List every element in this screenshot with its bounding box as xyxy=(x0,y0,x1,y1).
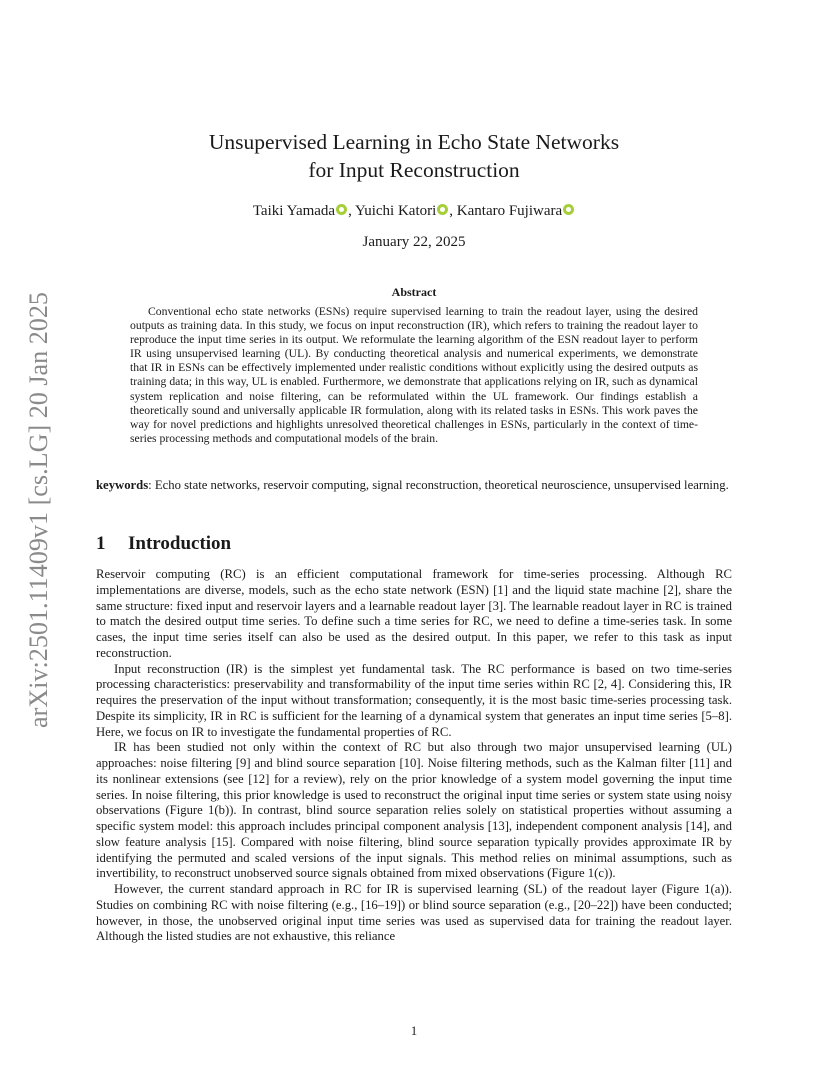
page-number: 1 xyxy=(410,1024,418,1038)
keywords-label: keywords xyxy=(96,478,149,492)
body-paragraph: However, the current standard approach in RC for IR is supervised learning (SL) of the readout layer (Figure 1(a)). Studies on combining RC with noise filtering (e.g., [16–19]) or blind source separation (e.g., [20–22]) have been conducted; however, in those, the unobserved original input time series was used as supervised data for training the readout layer. Although the listed studies are not exhaustive, this reliance xyxy=(96,882,732,944)
body-paragraph: Reservoir computing (RC) is an efficient computational framework for time-series processing. Although RC implementations are diverse, models, such as the echo state network (ESN) [1] and the liquid state machine [2], share the same structure: fixed input and reservoir layers and a learnable readout layer [3]. The learnable readout layer in RC is trained to match the desired output time series. To define such a time series for RC, we need to define a time-series task. In some cases, the input time series itself can also be used as the desired output. In this paper, we refer to this task as input reconstruction. xyxy=(96,567,732,660)
arxiv-identifier-stamp xyxy=(20,290,56,730)
publication-date: January 22, 2025 xyxy=(362,234,466,250)
body-paragraph: Input reconstruction (IR) is the simplest yet fundamental task. The RC performance is based on two time-series processing characteristics: preservability and transformability of the input time series within RC [2, 4]. Considering this, IR requires the preservation of the input without transformation; consequently, it is the most basic time-series processing task. Despite its simplicity, IR in RC is sufficient for the learning of a dynamical system that generates an input time series [5–8]. Here, we focus on IR to investigate the fundamental properties of RC. xyxy=(96,661,732,739)
abstract-text: Conventional echo state networks (ESNs) require supervised learning to train the readout layer, using the desired outputs as training data. In this study, we focus on input reconstruction (IR), which refers to training the readout layer to reproduce the input time series in its output. We reformulate the learning algorithm of the ESN readout layer to perform IR using unsupervised learning (UL). By conducting theoretical analysis and numerical experiments, we demonstrate that IR in ESNs can be effectively implemented under realistic conditions without explicitly using the desired outputs as training data; in this way, UL is enabled. Furthermore, we demonstrate that applications relying on IR, such as dynamical system replication and noise filtering, can be reformulated within the UL framework. Our findings establish a theoretically sound and universally applicable IR formulation, along with its related tasks in ESNs. This work paves the way for novel predictions and highlights unresolved theoretical challenges in ESNs, particularly in the context of time-series processing methods and computational models of the brain. xyxy=(130,305,698,445)
section-number: 1 xyxy=(96,533,106,554)
section-heading xyxy=(96,532,231,556)
orcid-icon[interactable] xyxy=(437,204,448,215)
author-name: Taiki Yamada xyxy=(252,203,336,219)
title-line-1: Unsupervised Learning in Echo State Networks xyxy=(208,130,620,154)
author-separator: , xyxy=(449,203,457,219)
orcid-icon[interactable] xyxy=(563,204,574,215)
title-line-2: for Input Reconstruction xyxy=(308,158,520,182)
orcid-icon[interactable] xyxy=(336,204,347,215)
section-body xyxy=(96,567,732,945)
author-name: Kantaro Fujiwara xyxy=(456,203,563,219)
abstract-heading: Abstract xyxy=(391,285,437,299)
author-separator: , xyxy=(348,203,356,219)
body-paragraph: IR has been studied not only within the context of RC but also through two major unsupervised learning (UL) approaches: noise filtering [9] and blind source separation [10]. Noise filtering methods, such as the Kalman filter [11] and its nonlinear extensions (see [12] for a review), rely on the prior knowledge of a system model governing the input time series. In noise filtering, this prior knowledge is used to reconstruct the original input time series or system state using noisy observations (Figure 1(b)). In contrast, blind source separation relies solely on statistical properties without assuming a specific system model: this approach includes principal component analysis [13], independent component analysis [14], and slow feature analysis [15]. Compared with noise filtering, blind source separation typically provides approximate IR by identifying the permuted and scaled versions of the input signals. This method relies on minimal assumptions, such as invertibility, to reconstruct unobserved source signals obtained from mixed observations (Figure 1(c)). xyxy=(96,740,732,881)
paper-title xyxy=(96,128,732,184)
author-name: Yuichi Katori xyxy=(355,203,437,219)
author-list xyxy=(96,201,732,221)
arxiv-identifier-text: arXiv:2501.11409v1 [cs.LG] 20 Jan 2025 xyxy=(24,294,53,728)
section-title: Introduction xyxy=(128,533,232,554)
keywords xyxy=(96,478,732,494)
keywords-text: : Echo state networks, reservoir computing, signal reconstruction, theoretical neuroscience, unsupervised learning. xyxy=(148,478,729,492)
